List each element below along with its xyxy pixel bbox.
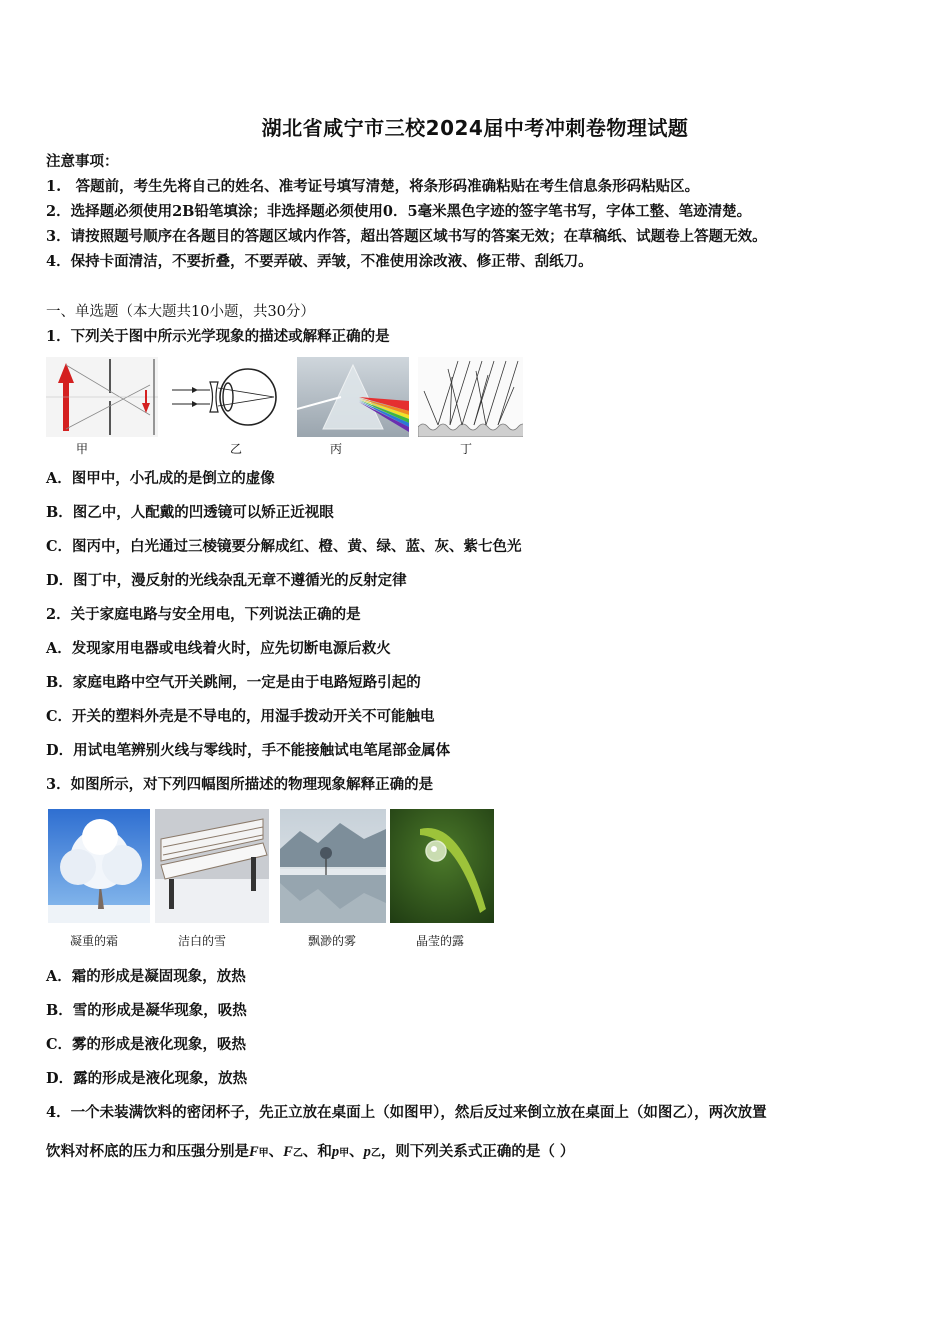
prism-figure xyxy=(297,357,409,437)
option-a: A．霜的形成是凝固现象，放热 xyxy=(46,968,246,985)
diffuse-reflection-figure xyxy=(418,357,523,437)
option-c: C．开关的塑料外壳是不导电的，用湿手拨动开关不可能触电 xyxy=(46,708,435,725)
subscript-yi: 乙 xyxy=(292,1148,303,1159)
option-c: C．雾的形成是液化现象，吸热 xyxy=(46,1036,247,1053)
force-symbol: F xyxy=(283,1144,293,1160)
separator: 、 xyxy=(268,1143,284,1160)
notice-item: 3．请按照题号顺序在各题目的答题区域内作答，超出答题区域书写的答案无效；在草稿纸、试题卷上答题无效。 xyxy=(46,228,767,245)
q4-text-end: ，则下列关系式正确的是（ ） xyxy=(380,1143,575,1160)
question-4-stem-line-1: 4．一个未装满饮料的密闭杯子，先正立放在桌面上（如图甲），然后反过来倒立放在桌面上（如图乙），两次放置 xyxy=(46,1104,767,1121)
dew-photo xyxy=(390,809,494,923)
option-a: A．发现家用电器或电线着火时，应先切断电源后救火 xyxy=(46,640,391,657)
option-b: B．图乙中，人配戴的凹透镜可以矫正近视眼 xyxy=(46,504,334,521)
subscript-jia: 甲 xyxy=(258,1148,269,1159)
frost-photo xyxy=(48,809,150,923)
figure-caption: 凝重的霜 xyxy=(70,934,119,948)
force-symbol: F xyxy=(249,1144,259,1160)
q4-text: 饮料对杯底的压力和压强分别是 xyxy=(46,1143,249,1160)
subscript-yi: 乙 xyxy=(370,1148,381,1159)
figure-caption: 甲 xyxy=(76,442,89,456)
notice-item: 4．保持卡面清洁，不要折叠，不要弄破、弄皱，不准使用涂改液、修正带、刮纸刀。 xyxy=(46,253,593,270)
section-heading: 一、单选题（本大题共10小题，共30分） xyxy=(46,304,315,320)
page-title: 湖北省咸宁市三校2024届中考冲刺卷物理试题 xyxy=(261,116,689,140)
eye-lens-figure xyxy=(170,360,280,435)
figure-caption: 洁白的雪 xyxy=(178,934,227,948)
option-c: C．图丙中，白光通过三棱镜要分解成红、橙、黄、绿、蓝、灰、紫七色光 xyxy=(46,538,522,555)
option-d: D．图丁中，漫反射的光线杂乱无章不遵循光的反射定律 xyxy=(46,572,407,589)
pressure-symbol: p xyxy=(331,1144,340,1160)
question-2-stem: 2．关于家庭电路与安全用电，下列说法正确的是 xyxy=(46,606,361,623)
snow-photo xyxy=(155,809,269,923)
figure-caption: 飘渺的雾 xyxy=(308,934,357,948)
notice-heading: 注意事项： xyxy=(46,153,119,170)
figure-caption: 丁 xyxy=(460,442,473,456)
option-d: D．用试电笔辨别火线与零线时，手不能接触试电笔尾部金属体 xyxy=(46,742,451,759)
question-4-stem-line-2 xyxy=(46,1142,574,1164)
notice-item: 2．选择题必须使用2B铅笔填涂；非选择题必须使用0．5毫米黑色字迹的签字笔书写，字体工整、笔迹清楚。 xyxy=(46,203,752,220)
separator: 、 xyxy=(349,1143,364,1160)
subscript-jia: 甲 xyxy=(339,1148,350,1159)
option-d: D．露的形成是液化现象，放热 xyxy=(46,1070,248,1087)
fog-photo xyxy=(280,809,386,923)
option-b: B．家庭电路中空气开关跳闸，一定是由于电路短路引起的 xyxy=(46,674,421,691)
notice-item: 1. 答题前，考生先将自己的姓名、准考证号填写清楚，将条形码准确粘贴在考生信息条形码粘贴区。 xyxy=(46,178,700,195)
figure-caption: 丙 xyxy=(330,442,343,456)
pinhole-figure xyxy=(46,357,158,437)
and-text: 、和 xyxy=(302,1143,332,1160)
question-3-stem: 3．如图所示，对下列四幅图所描述的物理现象解释正确的是 xyxy=(46,776,434,793)
figure-caption: 乙 xyxy=(230,442,243,456)
option-a: A．图甲中，小孔成的是倒立的虚像 xyxy=(46,470,275,487)
pressure-symbol: p xyxy=(363,1144,371,1160)
question-1-stem: 1．下列关于图中所示光学现象的描述或解释正确的是 xyxy=(46,328,390,345)
option-b: B．雪的形成是凝华现象，吸热 xyxy=(46,1002,247,1019)
figure-caption: 晶莹的露 xyxy=(416,934,465,948)
